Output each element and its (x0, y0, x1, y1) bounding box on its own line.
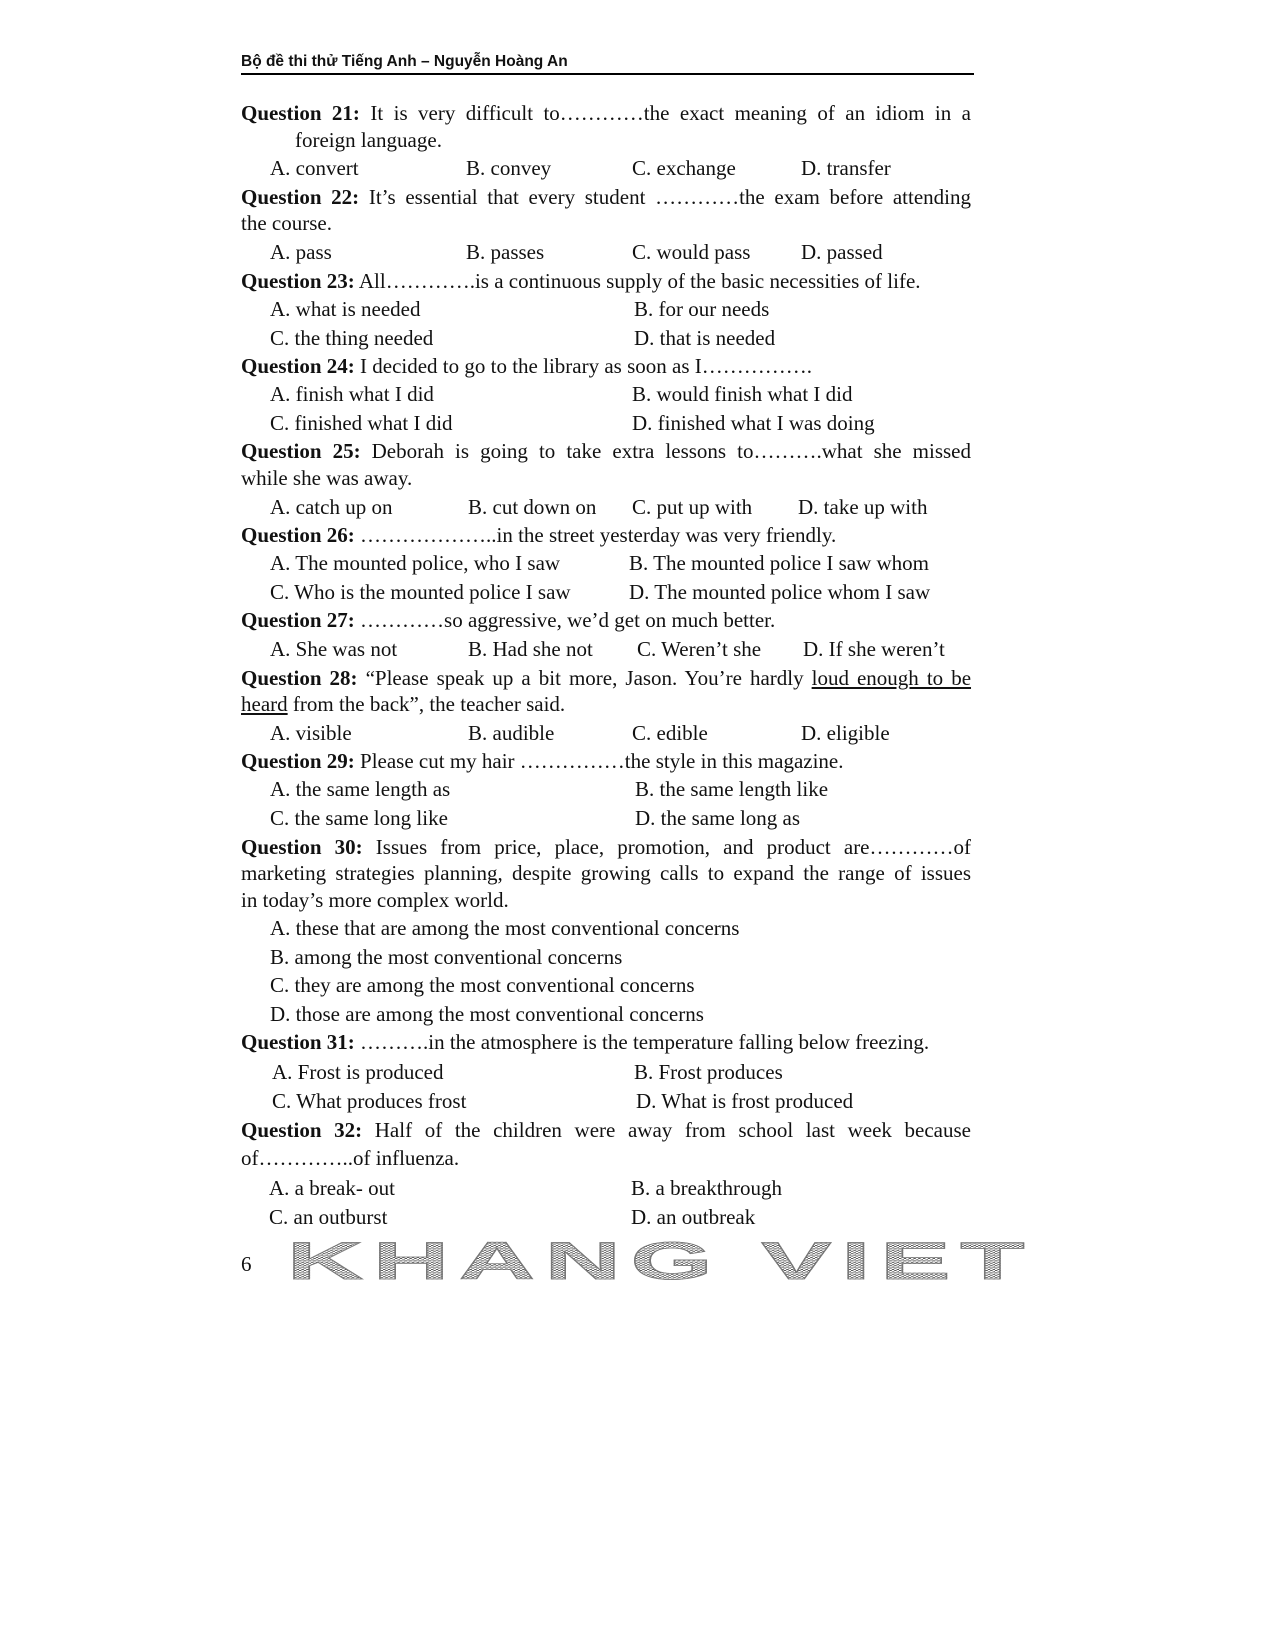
question-21: Question 21: It is very difficult to…………the exact meaning of an idiom in a (241, 101, 971, 125)
question-25: Question 25: Deborah is going to take extra lessons to……….what she missed (241, 439, 972, 463)
option-b: B. passes (466, 240, 545, 264)
option-a: A. convert (270, 156, 359, 180)
option-c: C. Weren’t she (637, 637, 762, 661)
question-25-cont: while she was away. (241, 466, 413, 490)
option-b: B. Had she not (468, 637, 593, 661)
option-c: C. exchange (632, 156, 736, 180)
option-b: B. the same length like (635, 777, 829, 801)
option-b: B. The mounted police I saw whom (629, 551, 929, 575)
option-b: B. cut down on (468, 495, 597, 519)
option-c: C. the same long like (270, 806, 448, 830)
question-32-cont: of…………..of influenza. (241, 1146, 460, 1170)
option-b: B. would finish what I did (632, 382, 853, 406)
option-c: C. Who is the mounted police I saw (270, 580, 571, 604)
question-24: Question 24: I decided to go to the library as soon as I……………. (241, 354, 813, 378)
option-a: A. these that are among the most conventional concerns (270, 916, 740, 940)
option-b: B. Frost produces (634, 1060, 783, 1084)
option-a: A. The mounted police, who I saw (270, 551, 561, 575)
option-c: C. an outburst (269, 1205, 388, 1229)
option-c: C. put up with (632, 495, 753, 519)
option-d: D. that is needed (634, 326, 776, 350)
question-31: Question 31: ……….in the atmosphere is the temperature falling below freezing. (241, 1030, 930, 1054)
question-29: Question 29: Please cut my hair ……………the style in this magazine. (241, 749, 844, 773)
option-d: D. transfer (801, 156, 891, 180)
option-b: B. among the most conventional concerns (270, 945, 623, 969)
option-d: D. finished what I was doing (632, 411, 875, 435)
option-a: A. the same length as (270, 777, 451, 801)
option-a: A. a break- out (269, 1176, 395, 1200)
option-d: D. the same long as (635, 806, 801, 830)
watermark-logo: KHANG VIET (287, 1230, 1035, 1290)
question-22: Question 22: It’s essential that every student …………the exam before attending (241, 185, 971, 209)
option-d: D. What is frost produced (636, 1089, 854, 1113)
option-c: C. edible (632, 721, 708, 745)
question-30: Question 30: Issues from price, place, promotion, and product are…………of (241, 835, 972, 859)
question-30-cont2: in today’s more complex world. (241, 888, 509, 912)
running-header: Bộ đề thi thử Tiếng Anh – Nguyễn Hoàng An (241, 53, 974, 75)
option-c: C. the thing needed (270, 326, 434, 350)
option-b: B. convey (466, 156, 552, 180)
question-23: Question 23: All………….is a continuous supply of the basic necessities of life. (241, 269, 921, 293)
option-d: D. take up with (798, 495, 928, 519)
option-a: A. pass (270, 240, 332, 264)
option-c: C. they are among the most conventional concerns (270, 973, 695, 997)
option-a: A. catch up on (270, 495, 393, 519)
option-b: B. a breakthrough (631, 1176, 783, 1200)
option-d: D. The mounted police whom I saw (629, 580, 931, 604)
option-d: D. eligible (801, 721, 890, 745)
option-d: D. If she weren’t (803, 637, 945, 661)
page-number: 6 (241, 1252, 252, 1276)
option-a: A. Frost is produced (272, 1060, 444, 1084)
option-d: D. passed (801, 240, 883, 264)
option-b: B. for our needs (634, 297, 770, 321)
question-28: Question 28: “Please speak up a bit more, Jason. You’re hardly loud enough to be (241, 666, 972, 690)
option-c: C. What produces frost (272, 1089, 467, 1113)
option-d: D. those are among the most conventional concerns (270, 1002, 704, 1026)
question-30-cont: marketing strategies planning, despite growing calls to expand the range of issues (241, 861, 971, 885)
question-22-cont: the course. (241, 211, 332, 235)
option-b: B. audible (468, 721, 555, 745)
option-c: C. finished what I did (270, 411, 453, 435)
question-21-cont: foreign language. (295, 128, 442, 152)
question-27: Question 27: …………so aggressive, we’d get on much better. (241, 608, 776, 632)
option-d: D. an outbreak (631, 1205, 756, 1229)
question-28-cont: heard from the back”, the teacher said. (241, 692, 566, 716)
option-a: A. She was not (270, 637, 398, 661)
option-a: A. what is needed (270, 297, 421, 321)
question-32: Question 32: Half of the children were away from school last week because (241, 1118, 971, 1142)
option-a: A. visible (270, 721, 352, 745)
question-26: Question 26: ………………..in the street yesterday was very friendly. (241, 523, 837, 547)
option-a: A. finish what I did (270, 382, 434, 406)
option-c: C. would pass (632, 240, 751, 264)
